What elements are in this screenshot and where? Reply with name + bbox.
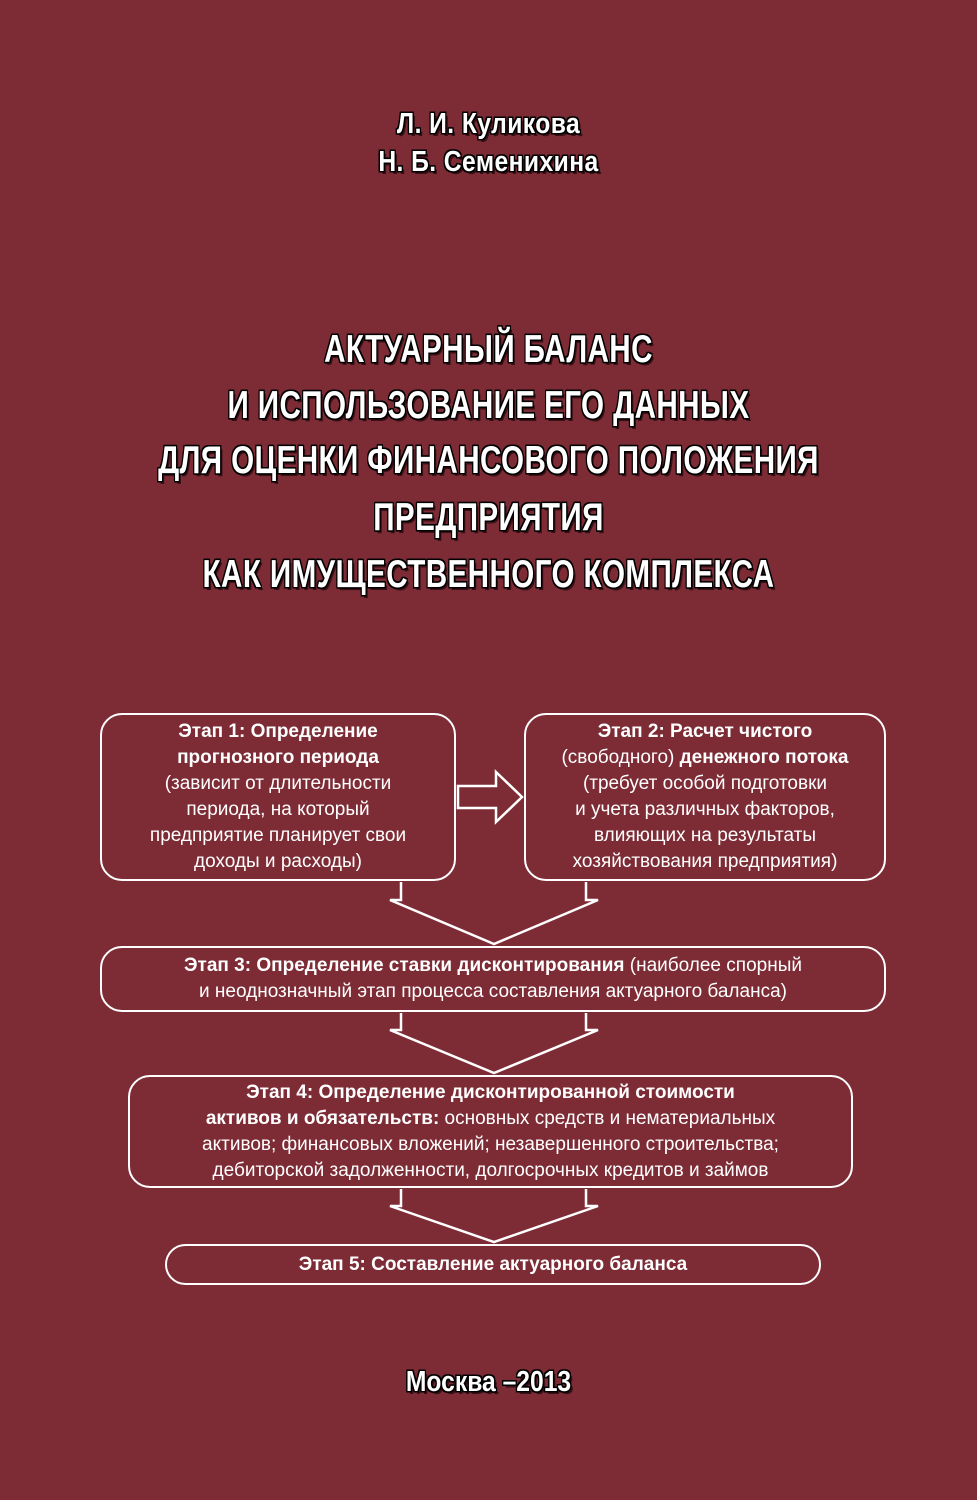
author-2: Н. Б. Семенихина xyxy=(378,146,599,178)
city-year: Москва –2013 xyxy=(405,1366,572,1398)
title-line-4: ПРЕДПРИЯТИЯ xyxy=(373,496,604,539)
stage-4-line-1: Этап 4: Определение дисконтированной стоимости xyxy=(246,1081,735,1103)
stage-1-title-1: Этап 1: Определение xyxy=(178,721,378,742)
stage-2-text-2: и учета различных факторов, xyxy=(575,799,835,820)
stage-2-text-4: хозяйствования предприятия) xyxy=(572,851,838,872)
stage-4-line-2: активов и обязательств: основных средств и нематериальных xyxy=(205,1107,776,1129)
stage-1-text-1: (зависит от длительности xyxy=(164,773,392,794)
stage-4-line-3: активов; финансовых вложений; незавершенного строительства; xyxy=(202,1133,779,1155)
stage-4-box xyxy=(128,1075,853,1188)
stage-3-box xyxy=(100,946,886,1012)
stage-1-box xyxy=(100,713,456,881)
title-line-2: И ИСПОЛЬЗОВАНИЕ ЕГО ДАННЫХ xyxy=(227,384,750,427)
stage-1-text-4: доходы и расходы) xyxy=(194,851,362,872)
stage-5-line-1: Этап 5: Составление актуарного баланса xyxy=(298,1253,688,1275)
stage-3-line-2: и неоднозначный этап процесса составления актуарного баланса) xyxy=(199,981,787,1002)
author-1: Л. И. Куликова xyxy=(396,108,581,140)
stage-1-text-2: периода, на который xyxy=(186,799,370,820)
stage-2-box xyxy=(524,713,886,881)
stage-2-text-3: влияющих на результаты xyxy=(593,825,817,846)
stage-2-text-1: (требует особой подготовки xyxy=(582,773,828,794)
arrow-down-3-4 xyxy=(390,1013,598,1073)
arrow-right-1-2 xyxy=(458,772,522,822)
title-line-1: АКТУАРНЫЙ БАЛАНС xyxy=(324,328,653,371)
stage-4-line-4: дебиторской задолженности, долгосрочных кредитов и займов xyxy=(212,1159,769,1181)
stage-1-text-3: предприятие планирует свои xyxy=(149,825,407,846)
arrow-down-4-5 xyxy=(390,1189,598,1242)
stage-1-title-2: прогнозного периода xyxy=(177,747,379,768)
stage-2-title-1: Этап 2: Расчет чистого xyxy=(597,721,813,742)
title-line-3: ДЛЯ ОЦЕНКИ ФИНАНСОВОГО ПОЛОЖЕНИЯ xyxy=(158,439,819,482)
title-line-5: КАК ИМУЩЕСТВЕННОГО КОМПЛЕКСА xyxy=(202,553,775,596)
arrow-down-2-3 xyxy=(390,882,598,944)
stage-2-title-2: (свободного) денежного потока xyxy=(561,747,849,768)
stage-3-line-1: Этап 3: Определение ставки дисконтирования (наиболее спорный xyxy=(184,955,802,976)
stage-5-box xyxy=(165,1244,821,1285)
